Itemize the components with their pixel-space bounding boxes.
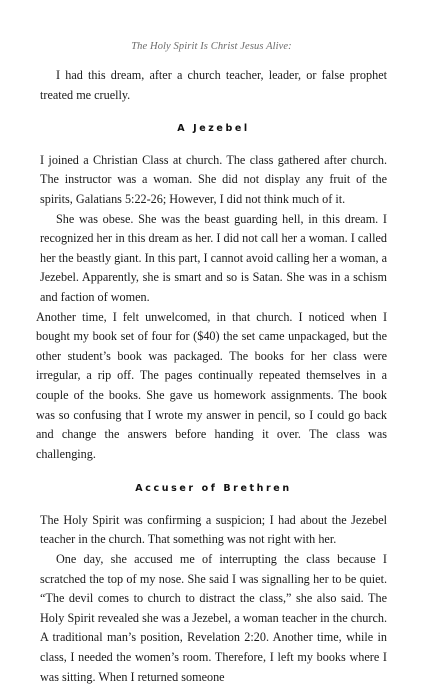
paragraph-unwelcomed: Another time, I felt unwelcomed, in that church. I noticed when I bought my book set of four for ($40) the set came unpackaged, but the other student’s book was packaged. The books for her class were irregular, a rip off. The pages continually repeated themselves in a couple of the books. She gave us homework assignments. The book was so confusing that I wrote my answer in pencil, so I could go back and change the answers before handing it over. The class was challenging. [36, 309, 387, 461]
body-text [36, 66, 387, 687]
paragraph-beast: She was obese. She was the beast guarding hell, in this dream. I recognized her in this dream as her. I did not call her a woman. I called her the beastly giant. In this part, I cannot avoid calling her a woman, a Jezebel. Apparently, she is smart and so is Satan. She was in a schism and faction of women. [40, 211, 387, 304]
section-heading-jezebel: A Jezebel [177, 123, 250, 135]
section-heading-accuser: Accuser of Brethren [135, 483, 292, 495]
paragraph-christian-class: I joined a Christian Class at church. The class gathered after church. The instructor was a woman. She did not display any fruit of the spirits, Galatians 5:22-26; However, I did not think much of it. [40, 152, 387, 206]
running-head: The Holy Spirit Is Christ Jesus Alive: [131, 41, 292, 52]
paragraph-accused: One day, she accused me of interrupting the class because I scratched the top of my nose. She said I was signalling her to be quiet. “The devil comes to church to distract the class,” she also said. The Holy Spirit revealed she was a Jezebel, a woman teacher in the church. A traditional man’s position, Revelation 2:20. Another time, while in class, I needed the women’s room. Therefore, I left my books where I was sitting. When I returned someone [40, 552, 387, 684]
paragraph-dream-intro: I had this dream, after a church teacher, leader, or false prophet treated me cruelly. [40, 68, 387, 102]
paragraph-holy-spirit-suspicion: The Holy Spirit was confirming a suspicion; I had about the Jezebel teacher in the church. That something was not right with her. [40, 512, 387, 547]
